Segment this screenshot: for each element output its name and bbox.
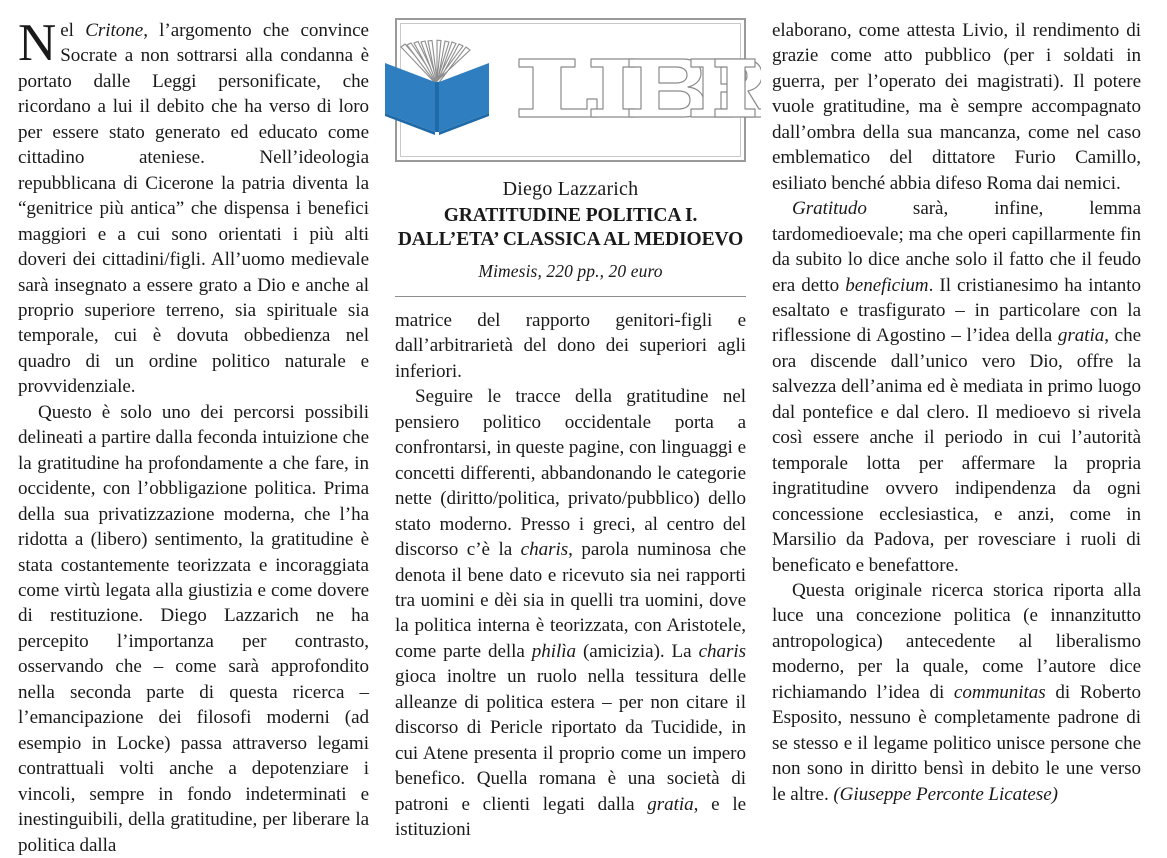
- column-3: [758, 18, 1142, 805]
- paragraph-text-a: Seguire le tracce della gratitudine nel pensiero politico occidentale porta a confrontarsi, in queste pagine, con linguaggi e concetti differenti, abbandonando le categorie nette (diritto/politica, privato/pubblico) dello stato moderno. Presso i greci, al centro del discorso c’è la: [395, 386, 746, 561]
- paragraph-text-a: Questa originale ricerca storica riporta alla luce una concezione politica (e innanzitutto antropologica) antecedente al liberalismo moderno, per la quale, come l’autore dice richiamando l’idea di: [772, 579, 1141, 703]
- header-divider: [395, 296, 746, 297]
- libri-logo-inner: [400, 23, 741, 157]
- libri-wordmark: [513, 49, 761, 132]
- article-paragraph-3: matrice del rapporto genitori-figli e dall’arbitrarietà del dono dei superiori agli inferiori.: [395, 310, 746, 382]
- paragraph-text-c: , che ora discende dall’unico vero Dio, offre la salvezza dell’anima ed è mediata in primo luogo dal pontefice e dal clero. Il medioevo si rivela così essere anche il periodo in cui l’autorità temporale lotta per affermare la propria ingratitudine ovvero indipendenza da ogni concessione ecclesiastica, e anzi, come in Marsilio da Padova, per rovesciare i ruoli di beneficato e benefattore.: [772, 325, 1141, 576]
- paragraph-text-a: sarà, infine, lemma tardomedioevale; ma che operi capillarmente fin da subito lo dice anche solo il fatto che il feudo era detto: [772, 198, 1141, 296]
- paragraph-text-a: el: [60, 20, 86, 41]
- paragraph-text-b: , l’argomento che convince Socrate a non sottrarsi alla condanna è portato dalle Leggi personificate, che ricordano a lui il debito che ha verso di loro per essere stato generato ed educato come cittadino ateniese. Nell’ideologia repubblicana di Cicerone la patria diventa la “genitrice più antica” che dispensa i benefici maggiori e a cui sono orientati i più alti doveri dei cittadini/figli. All’uomo medievale sarà insegnato a essere grato a Dio e anche al proprio superiore terreno, sia spirituale sia temporale, cui è dovuta obbedienza nel quadro di un ordine politico naturale e provvidenziale.: [18, 20, 369, 398]
- article-paragraph-5: elaborano, come attesta Livio, il rendimento di grazie come atto pubblico (per i soldati in guerra, per l’operato dei magistrati). Il potere vuole gratitudine, ma è sempre accompagnato dall’ombra della sua mancanza, come nel caso emblematico del dittatore Furio Camillo, esiliato benché abbia difeso Roma dai nemici.: [772, 20, 1141, 194]
- open-book-icon: [381, 35, 493, 145]
- book-title-line-1: GRATITUDINE POLITICA I.: [443, 205, 698, 226]
- book-publisher-line: Mimesis, 220 pp., 20 euro: [478, 261, 663, 281]
- italic-gratitudo: Gratitudo: [792, 198, 867, 220]
- column-2: [381, 18, 758, 841]
- libri-logo-frame: [395, 18, 746, 162]
- paragraph-text-b: . Il cristianesimo ha intanto esaltato e trasfigurato – in particolare con la riflessione di Agostino – l’idea della: [772, 274, 1141, 347]
- drop-cap: N: [18, 14, 57, 72]
- italic-critone: Critone: [85, 20, 144, 41]
- paragraph-text-c: (amicizia). La: [576, 640, 699, 662]
- italic-philia: philìa: [531, 640, 577, 662]
- article-paragraph-2: Questo è solo uno dei percorsi possibili delineati a partire dalla feconda intuizione che la gratitudine ha profondamente a che fare, in occidente, con l’obbligazione politica. Prima della sua privatizzazione moderna, che l’ha ridotta a (libero) sentimento, la gratitudine è stata costantemente teorizzata e incoraggiata come virtù legata alla giustizia e come dovere di restituzione. Diego Lazzarich ne ha percepito l’importanza per contrasto, osservando che – come sarà approfondito nella seconda parte di questa ricerca – l’emancipazione dei filosofi moderni (ad esempio in Locke) passa attraverso legami contrattuali volti anche a depotenziare i vincoli, sempre in fondo indeterminati e inestinguibili, della gratitudine, per liberare la politica dalla: [18, 401, 369, 856]
- article-paragraph-1: [18, 14, 369, 400]
- paragraph-text-b: , parola numinosa che denota il bene dato e ricevuto sia nei rapporti tra uomini e dèi sia in quelli tra uomini, dove la politica interna è teorizzata, con Aristotele, come parte della: [395, 539, 746, 662]
- book-title-line-2: DALL’ETA’ CLASSICA AL MEDIOEVO: [397, 229, 744, 250]
- article-paragraph-6: [772, 196, 1141, 578]
- italic-charis-1: charis: [520, 539, 569, 561]
- article-paragraph-7: [772, 578, 1141, 807]
- italic-beneficium: beneficium: [845, 274, 929, 296]
- article-columns: [18, 14, 1151, 856]
- italic-gratia-1: gratia: [647, 793, 694, 815]
- book-title: [395, 204, 746, 252]
- italic-communitas: communitas: [953, 681, 1046, 703]
- paragraph-text-e: , e le istituzioni: [395, 793, 747, 841]
- book-metadata: [395, 176, 746, 283]
- italic-gratia-2: gratia: [1057, 325, 1105, 347]
- book-author: Diego Lazzarich: [502, 178, 639, 200]
- column-1: [18, 14, 381, 856]
- article-byline: (Giuseppe Perconte Licatese): [833, 783, 1058, 805]
- italic-charis-2: charis: [698, 640, 746, 662]
- paragraph-text-d: gioca inoltre un ruolo nella tessitura delle alleanze di politica estera – per non citare il discorso di Pericle riportato da Tucidide, in cui Atene presenta il proprio come un impero benefico. Quella romana è una società di patroni e clienti legati dalla: [395, 666, 746, 815]
- article-paragraph-4: [395, 384, 746, 842]
- paragraph-text-b: di Roberto Esposito, nessuno è completamente padrone di se stesso e il legame politico unisce persone che non sono in diritto bensì in debito le une verso le altre.: [772, 681, 1142, 805]
